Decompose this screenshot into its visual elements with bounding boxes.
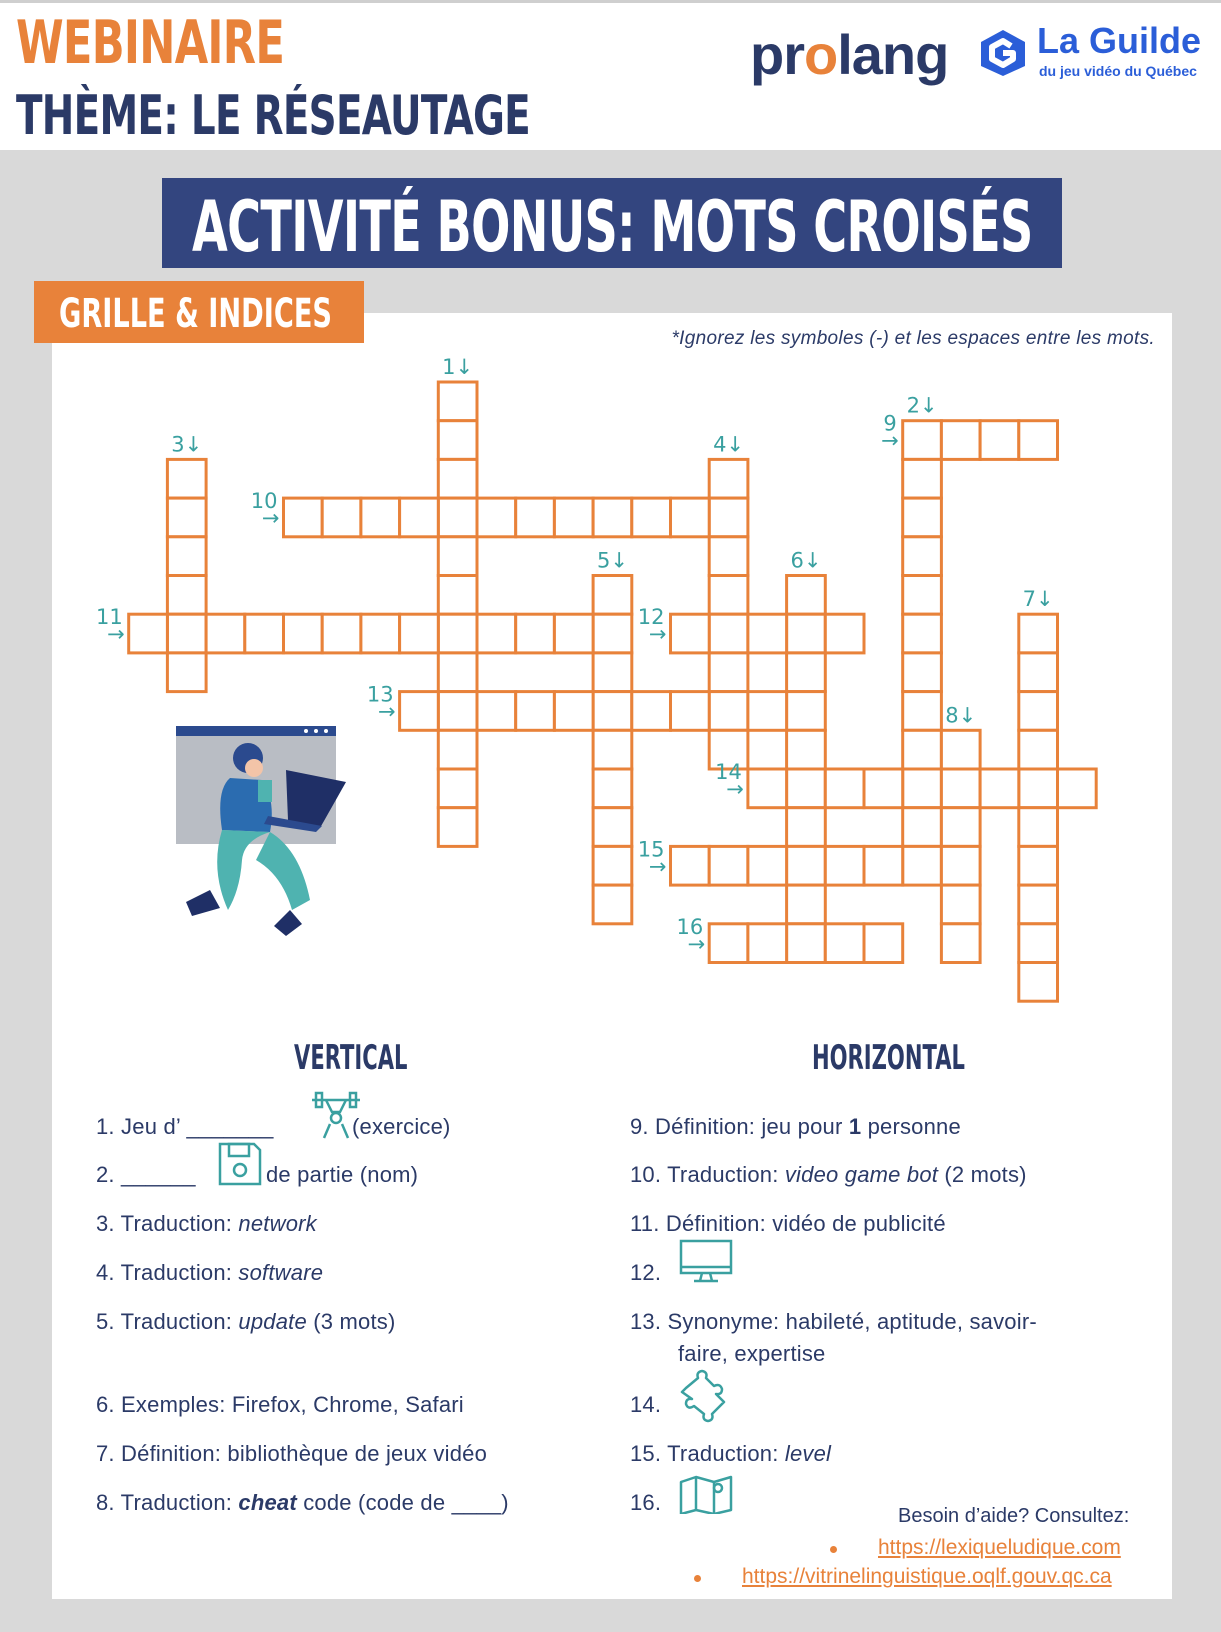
crossword-cell[interactable] xyxy=(787,730,826,769)
crossword-cell[interactable] xyxy=(825,614,864,653)
crossword-cell[interactable] xyxy=(554,614,593,653)
link-lexique-ludique[interactable]: https://lexiqueludique.com xyxy=(878,1536,1121,1559)
word-number-8: 8↓ xyxy=(945,703,977,728)
crossword-cell[interactable] xyxy=(554,692,593,731)
crossword-cell[interactable] xyxy=(129,614,168,653)
crossword-cell[interactable] xyxy=(903,576,942,615)
arrow-right-icon: → xyxy=(107,622,125,647)
crossword-cell[interactable] xyxy=(903,692,942,731)
crossword-cell[interactable] xyxy=(206,614,245,653)
help-label: Besoin d’aide? Consultez: xyxy=(898,1505,1130,1527)
clue-11-across: 11. Définition: vidéo de publicité xyxy=(630,1211,946,1236)
crossword-cell[interactable] xyxy=(748,924,787,963)
vertical-heading: VERTICAL xyxy=(294,1038,408,1078)
word-number-5: 5↓ xyxy=(596,548,628,573)
word-number-3: 3↓ xyxy=(171,432,203,457)
crossword-cell[interactable] xyxy=(322,614,361,653)
crossword-cell[interactable] xyxy=(438,382,477,421)
word-number-11: 11 xyxy=(95,605,123,630)
crossword-cell[interactable] xyxy=(709,692,748,731)
crossword-cell[interactable] xyxy=(825,924,864,963)
clue-5-down xyxy=(96,1309,396,1335)
crossword-cell[interactable] xyxy=(787,653,826,692)
crossword-cell[interactable] xyxy=(941,924,980,963)
la-guilde-name: La Guilde xyxy=(1037,20,1202,61)
clue-9-suffix: personne xyxy=(861,1114,961,1139)
clue-15-term: level xyxy=(784,1441,832,1466)
clue-9-across xyxy=(630,1114,961,1140)
clue-15-across xyxy=(630,1441,831,1467)
floppy-disk-icon xyxy=(216,1140,264,1188)
word-number-9: 9 xyxy=(883,411,897,436)
crossword-cell[interactable] xyxy=(671,498,710,537)
crossword-cell[interactable] xyxy=(516,498,555,537)
clue-3-term: network xyxy=(238,1211,317,1236)
crossword-cell[interactable] xyxy=(941,885,980,924)
crossword-cell[interactable] xyxy=(284,498,323,537)
crossword-cell[interactable] xyxy=(1019,924,1058,963)
clue-4-prefix: 4. Traduction: xyxy=(96,1260,239,1285)
crossword-cell[interactable] xyxy=(361,614,400,653)
crossword-cell[interactable] xyxy=(284,614,323,653)
crossword-cell[interactable] xyxy=(167,498,206,537)
crossword-cell[interactable] xyxy=(361,498,400,537)
clue-2-down xyxy=(96,1162,196,1188)
crossword-cell[interactable] xyxy=(864,769,903,808)
crossword-cell[interactable] xyxy=(593,614,632,653)
clue-8-term: cheat xyxy=(238,1490,297,1515)
crossword-cell[interactable] xyxy=(593,692,632,731)
crossword-cell[interactable] xyxy=(1019,963,1058,1002)
crossword-cell[interactable] xyxy=(438,498,477,537)
crossword-cell[interactable] xyxy=(903,498,942,537)
clue-10-suffix: (2 mots) xyxy=(938,1162,1027,1187)
clue-13-across: 13. Synonyme: habileté, aptitude, savoir- xyxy=(630,1309,1037,1334)
crossword-cell[interactable] xyxy=(438,808,477,847)
crossword-cell[interactable] xyxy=(593,653,632,692)
instruction-note: *Ignorez les symboles (-) et les espaces entre les mots. xyxy=(671,328,1155,349)
crossword-cell[interactable] xyxy=(709,730,748,769)
crossword-cell[interactable] xyxy=(903,653,942,692)
activity-banner xyxy=(162,178,1062,268)
crossword-cell[interactable] xyxy=(632,692,671,731)
crossword-cell[interactable] xyxy=(593,808,632,847)
crossword-cell[interactable] xyxy=(941,846,980,885)
crossword-cell[interactable] xyxy=(903,537,942,576)
crossword-cell[interactable] xyxy=(167,614,206,653)
crossword-cell[interactable] xyxy=(709,846,748,885)
crossword-cell[interactable] xyxy=(400,498,439,537)
crossword-cell[interactable] xyxy=(1019,653,1058,692)
crossword-cell[interactable] xyxy=(438,730,477,769)
crossword-cell[interactable] xyxy=(477,614,516,653)
crossword-cell[interactable] xyxy=(671,614,710,653)
banner-title: ACTIVITÉ BONUS: MOTS CROISÉS xyxy=(192,186,1033,268)
crossword-cell[interactable] xyxy=(980,769,1019,808)
crossword-cell[interactable] xyxy=(477,498,516,537)
crossword-cell[interactable] xyxy=(941,421,980,460)
word-number-15: 15 xyxy=(637,837,665,862)
crossword-cell[interactable] xyxy=(864,924,903,963)
crossword-cell[interactable] xyxy=(438,653,477,692)
clue-2-text: 2. ______ xyxy=(96,1162,196,1187)
top-border xyxy=(0,0,1221,3)
arrow-right-icon: → xyxy=(377,699,396,724)
crossword-cell[interactable] xyxy=(709,498,748,537)
word-number-7: 7↓ xyxy=(1022,587,1054,612)
crossword-cell[interactable] xyxy=(709,459,748,498)
crossword-cell[interactable] xyxy=(1019,692,1058,731)
word-number-12: 12 xyxy=(637,605,665,630)
crossword-cell[interactable] xyxy=(980,421,1019,460)
crossword-cell[interactable] xyxy=(438,421,477,460)
clue-16-across: 16. xyxy=(630,1490,662,1515)
arrow-right-icon: → xyxy=(261,506,280,531)
clue-5-prefix: 5. Traduction: xyxy=(96,1309,239,1334)
clue-8-prefix: 8. Traduction: xyxy=(96,1490,239,1515)
crossword-cell[interactable] xyxy=(709,653,748,692)
clue-15-prefix: 15. Traduction: xyxy=(630,1441,785,1466)
crossword-cell[interactable] xyxy=(787,576,826,615)
crossword-cell[interactable] xyxy=(593,498,632,537)
crossword-cell[interactable] xyxy=(593,885,632,924)
map-icon xyxy=(678,1474,734,1514)
crossword-cell[interactable] xyxy=(438,692,477,731)
crossword-cell[interactable] xyxy=(709,924,748,963)
clue-10-prefix: 10. Traduction: xyxy=(630,1162,785,1187)
crossword-cell[interactable] xyxy=(1019,614,1058,653)
webinar-label: WEBINAIRE xyxy=(16,8,285,78)
crossword-cell[interactable] xyxy=(903,730,942,769)
crossword-cell[interactable] xyxy=(903,846,942,885)
clue-8-down xyxy=(96,1490,509,1516)
section-tab-label: GRILLE & INDICES xyxy=(59,291,333,337)
arrow-right-icon: → xyxy=(687,931,706,956)
crossword-cell[interactable] xyxy=(400,614,439,653)
crossword-cell[interactable] xyxy=(709,537,748,576)
crossword-cell[interactable] xyxy=(1019,808,1058,847)
clue-13-line2: faire, expertise xyxy=(678,1341,826,1366)
link-vitrine-linguistique[interactable]: https://vitrinelinguistique.oqlf.gouv.qc.ca xyxy=(742,1565,1112,1588)
word-number-16: 16 xyxy=(676,914,704,939)
crossword-cell[interactable] xyxy=(1019,769,1058,808)
clue-3-prefix: 3. Traduction: xyxy=(96,1211,239,1236)
word-number-14: 14 xyxy=(715,760,742,784)
crossword-cell[interactable] xyxy=(438,537,477,576)
crossword-cell[interactable] xyxy=(787,808,826,847)
crossword-cell[interactable] xyxy=(477,692,516,731)
clue-2-suffix: de partie (nom) xyxy=(266,1162,419,1187)
crossword-cell[interactable] xyxy=(632,498,671,537)
arrow-right-icon: → xyxy=(881,428,899,453)
crossword-cell[interactable] xyxy=(438,769,477,808)
crossword-cell[interactable] xyxy=(593,730,632,769)
crossword-cell[interactable] xyxy=(593,576,632,615)
word-number-13: 13 xyxy=(366,682,394,707)
person-with-laptop-illustration xyxy=(170,720,410,1020)
crossword-cell[interactable] xyxy=(903,421,942,460)
clue-10-across xyxy=(630,1162,1027,1188)
clue-4-term: software xyxy=(238,1260,324,1285)
crossword-cell[interactable] xyxy=(787,692,826,731)
clue-8-suffix: code (code de ____) xyxy=(296,1490,509,1515)
crossword-cell[interactable] xyxy=(671,692,710,731)
crossword-cell[interactable] xyxy=(825,846,864,885)
crossword-cell[interactable] xyxy=(1019,421,1058,460)
crossword-cell[interactable] xyxy=(671,846,710,885)
crossword-cell[interactable] xyxy=(941,769,980,808)
word-number-10: 10 xyxy=(250,489,278,514)
clue-5-suffix: (3 mots) xyxy=(306,1309,396,1334)
crossword-cell[interactable] xyxy=(1019,885,1058,924)
crossword-cell[interactable] xyxy=(748,769,787,808)
crossword-cell[interactable] xyxy=(787,614,826,653)
crossword-cell[interactable] xyxy=(748,846,787,885)
bullet-dot xyxy=(694,1575,701,1582)
crossword-cell[interactable] xyxy=(593,769,632,808)
page-header xyxy=(0,0,1221,150)
crossword-cell[interactable] xyxy=(941,730,980,769)
clue-6-down: 6. Exemples: Firefox, Chrome, Safari xyxy=(96,1392,464,1417)
crossword-cell[interactable] xyxy=(787,846,826,885)
crossword-cell[interactable] xyxy=(593,846,632,885)
horizontal-heading: HORIZONTAL xyxy=(812,1038,965,1078)
arrow-right-icon: → xyxy=(726,777,744,801)
crossword-cell[interactable] xyxy=(748,614,787,653)
crossword-cell[interactable] xyxy=(1019,846,1058,885)
crossword-cell[interactable] xyxy=(903,614,942,653)
clue-5-term: update xyxy=(238,1309,307,1334)
crossword-cell[interactable] xyxy=(438,614,477,653)
crossword-cell[interactable] xyxy=(167,459,206,498)
section-tab xyxy=(34,281,364,343)
word-number-2: 2↓ xyxy=(906,393,938,418)
clue-4-down xyxy=(96,1260,323,1286)
puzzle-piece-icon xyxy=(676,1368,734,1424)
crossword-cell[interactable] xyxy=(903,808,942,847)
crossword-cell[interactable] xyxy=(322,498,361,537)
crossword-cell[interactable] xyxy=(554,498,593,537)
crossword-cell[interactable] xyxy=(787,885,826,924)
crossword-cell[interactable] xyxy=(167,537,206,576)
crossword-cell[interactable] xyxy=(167,576,206,615)
prolang-logo xyxy=(750,22,948,87)
crossword-cell[interactable] xyxy=(1058,769,1097,808)
clue-1-down xyxy=(96,1114,274,1140)
clue-9-bold: 1 xyxy=(848,1114,862,1139)
crossword-cell[interactable] xyxy=(245,614,284,653)
crossword-cell[interactable] xyxy=(709,614,748,653)
crossword-cell[interactable] xyxy=(903,459,942,498)
monitor-icon xyxy=(678,1238,734,1284)
word-number-1: 1↓ xyxy=(442,355,474,379)
arrow-right-icon: → xyxy=(648,622,667,647)
clue-14-across: 14. xyxy=(630,1392,662,1417)
clue-10-term: video game bot xyxy=(784,1162,939,1187)
arrow-right-icon: → xyxy=(648,854,667,879)
clue-1-suffix: (exercice) xyxy=(352,1114,451,1139)
crossword-cell[interactable] xyxy=(903,769,942,808)
word-number-6: 6↓ xyxy=(790,548,822,573)
prolang-logo-text: prolang xyxy=(750,23,949,86)
bullet-dot xyxy=(830,1546,837,1553)
crossword-cell[interactable] xyxy=(787,924,826,963)
crossword-cell[interactable] xyxy=(438,459,477,498)
la-guilde-logo-icon xyxy=(975,26,1031,78)
crossword-cell[interactable] xyxy=(748,692,787,731)
crossword-cell[interactable] xyxy=(864,846,903,885)
crossword-cell[interactable] xyxy=(941,808,980,847)
clue-3-down xyxy=(96,1211,317,1237)
crossword-cell[interactable] xyxy=(516,614,555,653)
crossword-cell[interactable] xyxy=(167,653,206,692)
clue-7-down: 7. Définition: bibliothèque de jeux vidéo xyxy=(96,1441,488,1466)
theme-label: THÈME: LE RÉSEAUTAGE xyxy=(16,84,531,147)
crossword-cell[interactable] xyxy=(438,576,477,615)
word-number-4: 4↓ xyxy=(713,432,745,457)
la-guilde-subtitle: du jeu vidéo du Québec xyxy=(1039,63,1197,79)
crossword-cell[interactable] xyxy=(825,769,864,808)
clue-1-text: 1. Jeu d’ _______ xyxy=(96,1114,274,1139)
crossword-cell[interactable] xyxy=(516,692,555,731)
crossword-cell[interactable] xyxy=(787,769,826,808)
clue-9-prefix: 9. Définition: jeu pour xyxy=(630,1114,849,1139)
crossword-cell[interactable] xyxy=(709,576,748,615)
crossword-cell[interactable] xyxy=(1019,730,1058,769)
clue-12-across: 12. xyxy=(630,1260,662,1285)
